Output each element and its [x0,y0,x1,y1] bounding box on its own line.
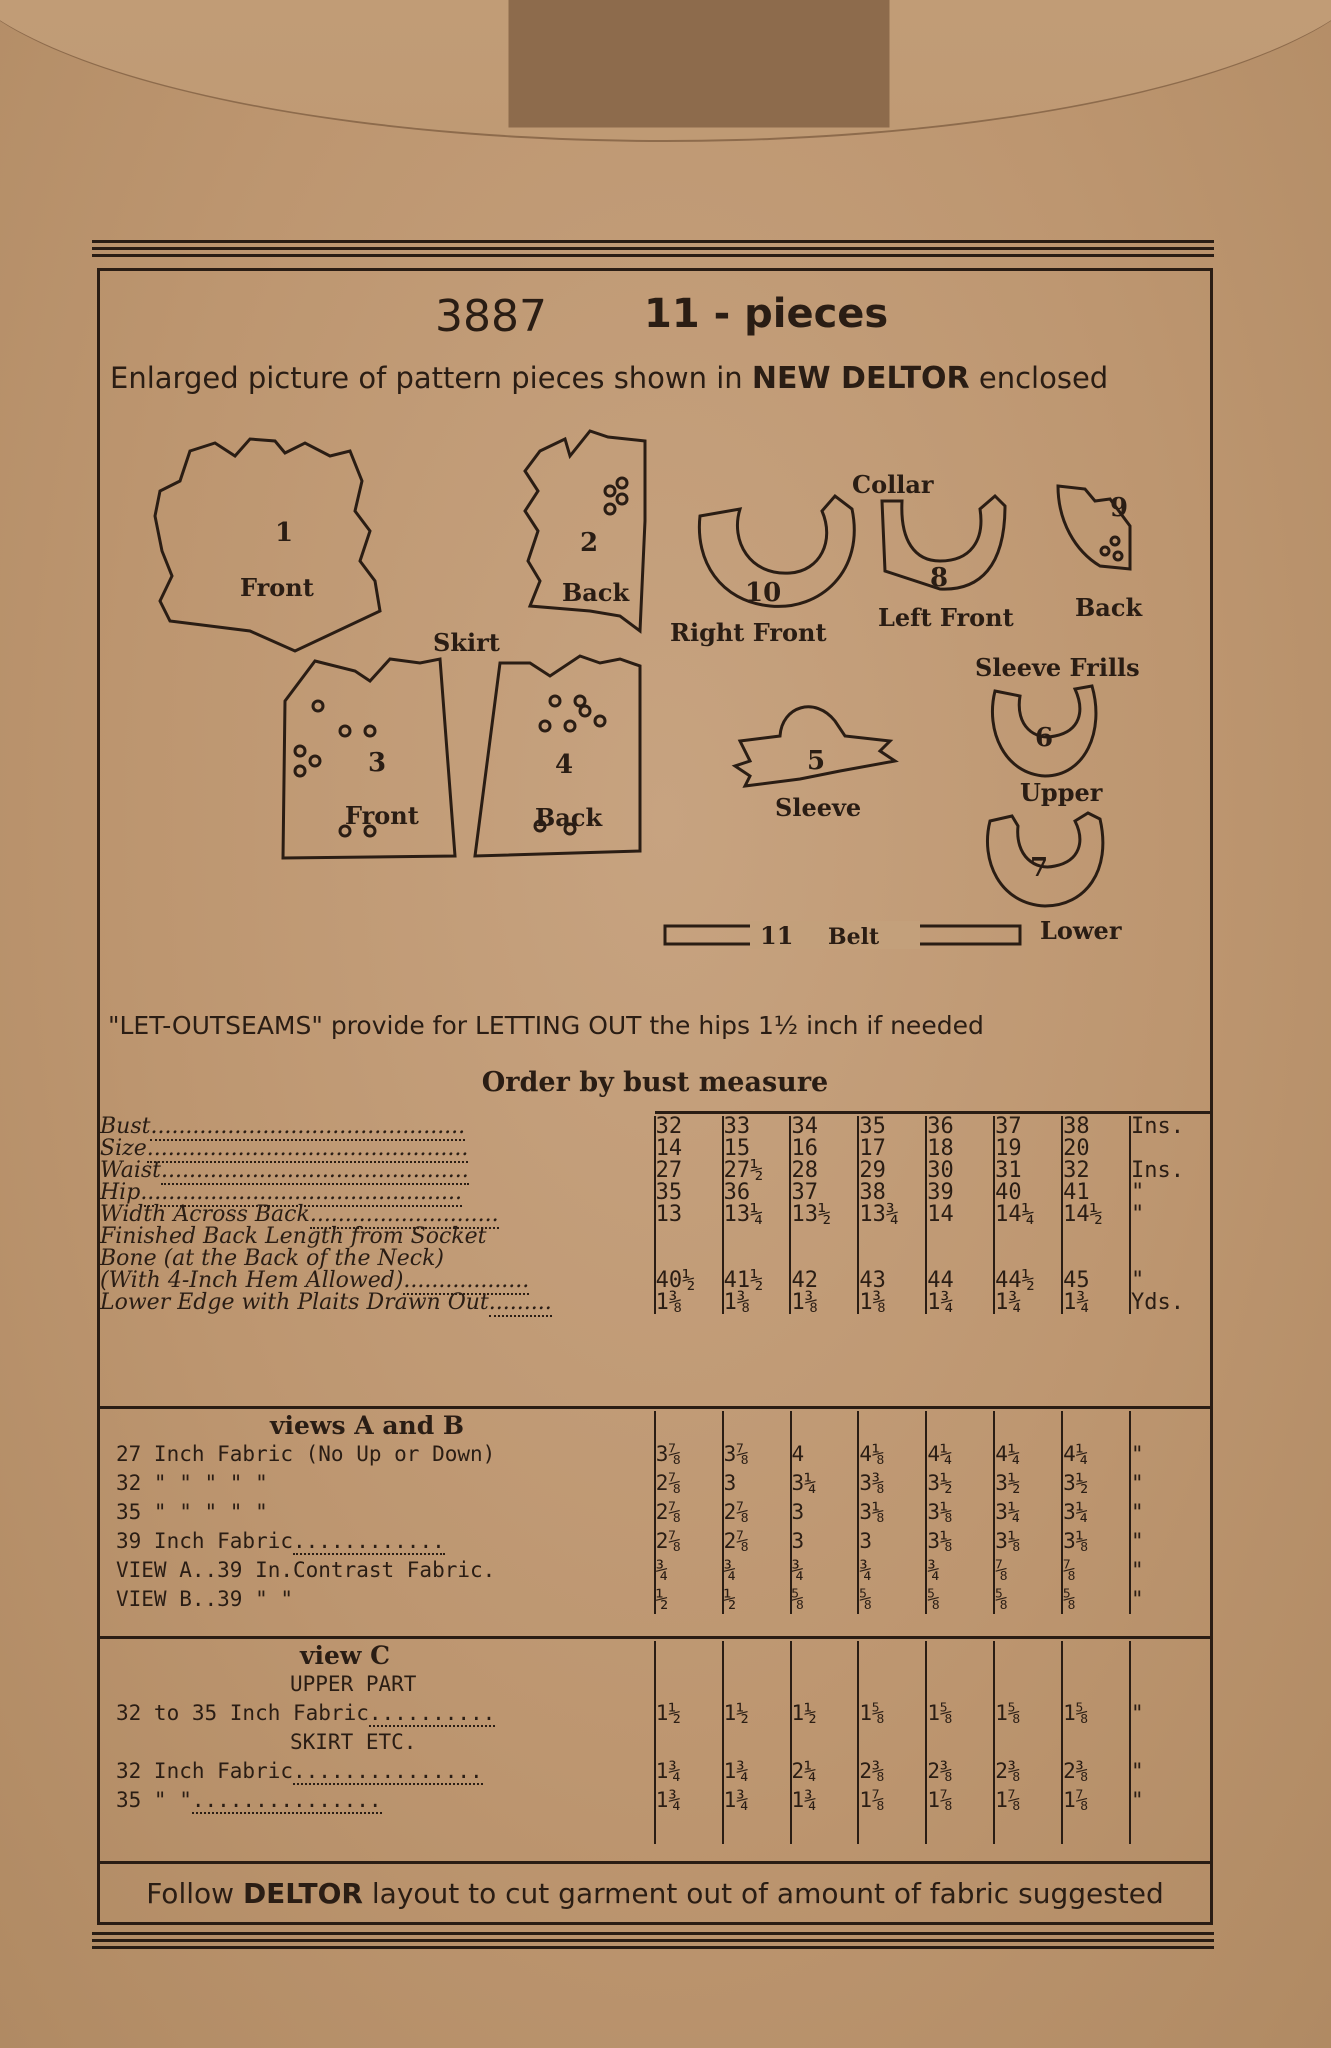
piece-10-number: 10 [745,578,782,608]
piece-10-label: Right Front [670,618,827,647]
piece-1-front [155,439,380,651]
instruction-panel [97,268,1213,1925]
skirt-label: Skirt [433,628,500,657]
view-c-heading: view C [300,1641,391,1670]
section-rule [100,1406,1210,1409]
section-rule [100,1636,1210,1639]
piece-4-dot [565,721,575,731]
table-row [100,1411,1210,1440]
table-row: Width Across Back........................... 13 13¼ 13½ 13¾ 14 14¼ 14½ " [100,1204,1210,1226]
piece-4-dot [595,716,605,726]
piece-4-dot [540,721,550,731]
piece-5-number: 5 [807,746,826,776]
piece-9-number: 9 [1110,493,1129,523]
footer-note: Follow DELTOR layout to cut garment out of amount of fabric suggested [146,1877,1164,1910]
table-row: Bust............................................. 32 33 34 35 36 37 38 Ins. [100,1116,1210,1138]
piece-3-label: Front [345,801,419,830]
table-row: 35 " "............... 1¾ 1¾ 1¾ 1⅞ 1⅞ 1⅞ 1⅞ " [100,1786,1210,1815]
piece-8-label: Left Front [878,603,1014,632]
top-rules [92,240,1214,261]
views-ab-heading: views A and B [270,1411,465,1440]
piece-9-dot [1111,537,1119,545]
piece-11-label: Belt [828,924,880,950]
table-row: Finished Back Length from Socket [100,1226,1210,1248]
piece-9-dot [1101,547,1109,555]
pattern-number: 3887 [435,291,547,342]
piece-6-number: 6 [1035,723,1054,753]
piece-3-dot [340,726,350,736]
piece-4-number: 4 [555,750,574,780]
piece-4-dot [550,696,560,706]
piece-8-number: 8 [930,563,949,593]
piece-2-number: 2 [580,528,599,558]
piece-1-label: Front [240,573,314,602]
table-row: SKIRT ETC. [100,1728,1210,1757]
piece-6-label: Upper [1020,778,1103,807]
piece-7-number: 7 [1030,853,1049,883]
footer-deltor-brand: DELTOR [242,1877,363,1910]
pieces-count: 11 - pieces [644,291,889,337]
piece-3-number: 3 [368,748,387,778]
table-row: VIEW A..39 In.Contrast Fabric. ¾ ¾ ¾ ¾ ¾ ⅞ ⅞ " [100,1556,1210,1585]
footer-rule [100,1861,1210,1864]
measurement-table [100,1116,1210,1314]
piece-3-dot [313,701,323,711]
table-row: Waist............................................ 27 27½ 28 29 30 31 32 Ins. [100,1160,1210,1182]
pattern-pieces-diagram [100,401,1210,1001]
piece-2-dot [605,504,615,514]
let-out-seams-note: "LET-OUTSEAMS" provide for LETTING OUT the hips 1½ inch if needed [108,1011,984,1040]
piece-1-number: 1 [275,518,294,548]
table-row: UPPER PART [100,1670,1210,1699]
piece-11-number: 11 [760,921,794,950]
table-row: VIEW B..39 " " ½ ½ ⅝ ⅝ ⅝ ⅝ ⅝ " [100,1585,1210,1614]
table-row: (With 4-Inch Hem Allowed).................. 40½ 41½ 42 43 44 44½ 45 " [100,1270,1210,1292]
view-c-table [100,1641,1210,1844]
envelope-flap [0,0,1331,142]
table-row: Bone (at the Back of the Neck) [100,1248,1210,1270]
table-row: 32 " " " " " 2⅞ 3 3¼ 3⅜ 3½ 3½ 3½ " [100,1469,1210,1498]
table-row: 32 Inch Fabric............... 1¾ 1¾ 2¼ 2⅜ 2⅜ 2⅜ 2⅜ " [100,1757,1210,1786]
table-row: Hip.............................................. 35 36 37 38 39 40 41 " [100,1182,1210,1204]
order-heading: Order by bust measure [481,1067,829,1098]
piece-7-label: Lower [1040,916,1122,945]
piece-9-label: Back [1075,593,1143,622]
table-row [100,1641,1210,1670]
piece-4-label: Back [535,803,603,832]
piece-4-dot [575,696,585,706]
sleeve-frills-label: Sleeve Frills [975,653,1140,682]
piece-4-dot [580,706,590,716]
table-row: 32 to 35 Inch Fabric.......... 1½ 1½ 1½ 1⅝ 1⅝ 1⅝ 1⅝ " [100,1699,1210,1728]
piece-2-dot [617,478,627,488]
pattern-subtitle: Enlarged picture of pattern pieces shown in NEW DELTOR enclosed [110,361,1109,396]
piece-3-dot [365,726,375,736]
piece-3-dot [295,766,305,776]
piece-3-dot [310,756,320,766]
deltor-brand: NEW DELTOR [751,361,970,396]
table-row: 35 " " " " " 2⅞ 2⅞ 3 3⅛ 3⅛ 3¼ 3¼ " [100,1498,1210,1527]
piece-2-label: Back [562,578,630,607]
bottom-rules [92,1932,1214,1953]
collar-label: Collar [852,470,934,499]
piece-5-label: Sleeve [775,793,862,822]
piece-9-dot [1114,552,1122,560]
table-row: Size.............................................. 14 15 16 17 18 19 20 [100,1138,1210,1160]
table-row: 39 Inch Fabric............ 2⅞ 2⅞ 3 3 3⅛ 3⅛ 3⅛ " [100,1527,1210,1556]
table-row [100,1815,1210,1844]
views-ab-table [100,1411,1210,1614]
piece-2-dot [605,486,615,496]
table-row: Lower Edge with Plaits Drawn Out......... 1⅜ 1⅜ 1⅜ 1⅜ 1¾ 1¾ 1¾ Yds. [100,1292,1210,1314]
piece-3-dot [295,746,305,756]
table-row: 27 Inch Fabric (No Up or Down) 3⅞ 3⅞ 4 4⅛ 4¼ 4¼ 4¼ " [100,1440,1210,1469]
piece-2-dot [617,494,627,504]
